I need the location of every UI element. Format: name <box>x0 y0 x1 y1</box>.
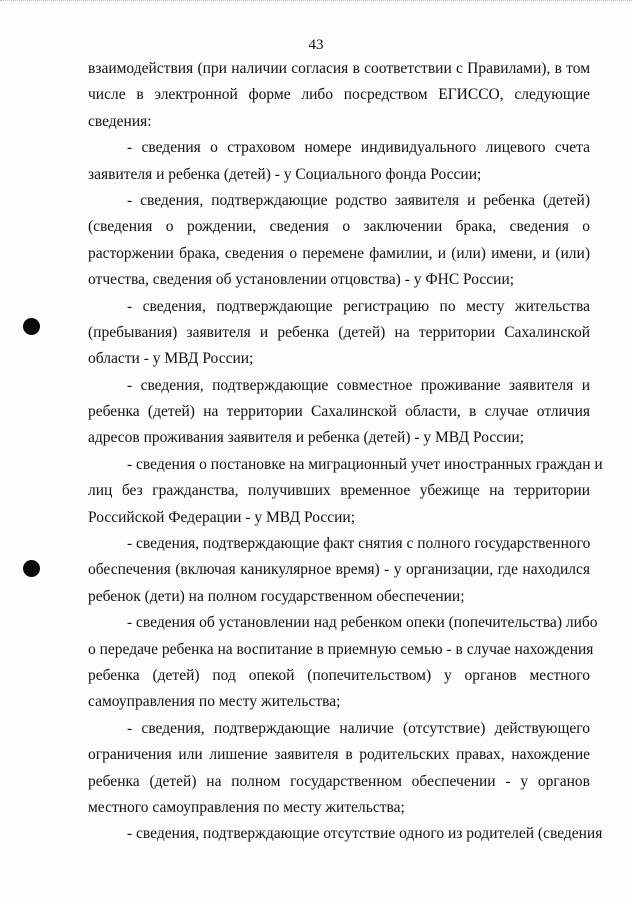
text-line: ребенка (детей) на полном государственном обеспечении - у органов <box>88 772 590 790</box>
text-line: самоуправления по месту жительства; <box>88 693 341 711</box>
text-line: расторжении брака, сведения о перемене фамилии, и (или) имени, и (или) <box>88 244 590 262</box>
page-number: 43 <box>308 37 324 53</box>
text-line: взаимодействия (при наличии согласия в соответствии с Правилами), в том <box>88 60 590 77</box>
text-line: - сведения, подтверждающие родство заявителя и ребенка (детей) <box>127 191 590 209</box>
text-line: сведения: <box>88 112 152 130</box>
text-line: - сведения, подтверждающие регистрацию по месту жительства <box>127 297 590 315</box>
punch-hole-mark <box>23 560 40 577</box>
text-line: местного самоуправления по месту жительства; <box>88 798 405 816</box>
text-line: области - у МВД России; <box>88 350 254 368</box>
text-line: числе в электронной форме либо посредством ЕГИССО, следующие <box>88 86 590 104</box>
text-line: ребенка (детей) на территории Сахалинской области, в случае отличия <box>88 403 590 421</box>
text-line: - сведения об установлении над ребенком опеки (попечительства) либо <box>127 614 598 632</box>
text-line: - сведения, подтверждающие совместное проживание заявителя и <box>127 376 590 394</box>
text-line: обеспечения (включая каникулярное время) - у организации, где находился <box>88 561 590 579</box>
text-line: - сведения о постановке на миграционный учет иностранных граждан и <box>127 455 603 473</box>
text-line: ограничения или лишение заявителя в родительских правах, нахождение <box>88 746 590 764</box>
document-body <box>88 56 603 848</box>
text-line: (пребывания) заявителя и ребенка (детей) на территории Сахалинской <box>88 323 590 341</box>
text-line: ребенок (дети) на полном государственном обеспечении; <box>88 587 465 605</box>
punch-hole-mark <box>23 318 40 335</box>
page-top-edge <box>0 0 632 3</box>
text-line: лиц без гражданства, получивших временное убежище на территории <box>88 482 590 500</box>
text-line: адресов проживания заявителя и ребенка (детей) - у МВД России; <box>88 429 525 447</box>
text-line: заявителя и ребенка (детей) - у Социального фонда России; <box>88 165 482 183</box>
text-line: ребенка (детей) под опекой (попечительством) у органов местного <box>88 666 590 684</box>
text-line: отчества, сведения об установлении отцовства) - у ФНС России; <box>88 271 515 289</box>
text-line: - сведения, подтверждающие факт снятия с полного государственного <box>127 535 591 553</box>
text-line: о передаче ребенка на воспитание в приемную семью - в случае нахождения <box>88 640 594 658</box>
text-line: - сведения, подтверждающие отсутствие одного из родителей (сведения <box>127 825 603 843</box>
text-line: (сведения о рождении, сведения о заключении брака, сведения о <box>88 218 590 236</box>
text-line: - сведения, подтверждающие наличие (отсутствие) действующего <box>127 719 590 737</box>
text-line: - сведения о страховом номере индивидуального лицевого счета <box>127 139 590 157</box>
text-line: Российской Федерации - у МВД России; <box>88 508 356 526</box>
